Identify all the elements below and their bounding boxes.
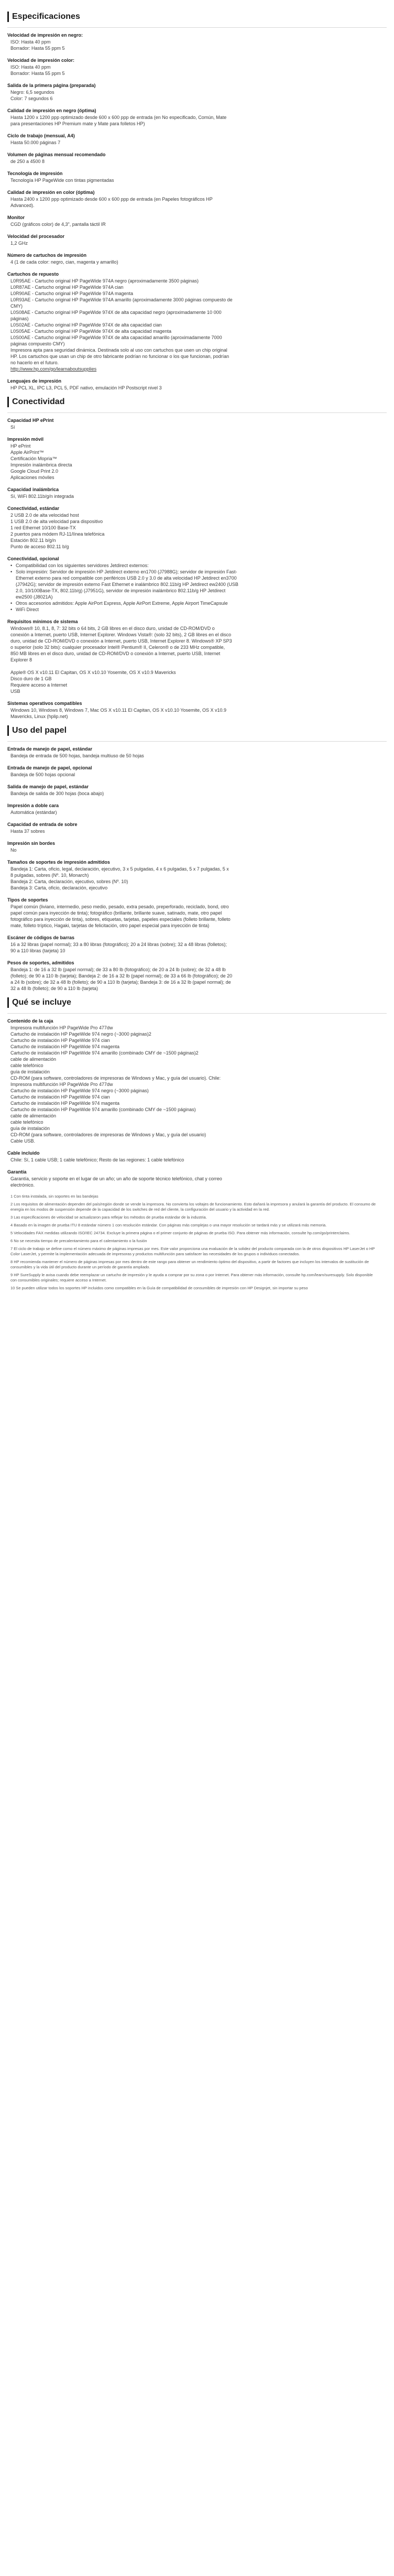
spec-value: cable telefónico bbox=[10, 1119, 43, 1125]
spec-label: Tamaños de soportes de impresión admitidos bbox=[7, 860, 110, 865]
section-header bbox=[7, 725, 387, 736]
footnote: 4 Basado en la imagen de prueba ITU 8 estándar número 1 con resolución estándar. Con páginas más complejas o una mayor resolución se tardará más y se utilizará más memoria. bbox=[10, 1223, 327, 1227]
spec-value: 2 puertos para módem RJ-11/línea telefónica bbox=[10, 531, 105, 537]
spec-value: Cable USB. bbox=[10, 1138, 36, 1144]
spec-item bbox=[7, 151, 387, 165]
spec-label: Monitor bbox=[7, 215, 25, 220]
spec-label: Salida de la primera página (preparada) bbox=[7, 83, 96, 88]
spec-item bbox=[7, 57, 387, 77]
spec-item bbox=[7, 505, 387, 550]
spec-value: Requiere acceso a Internet bbox=[10, 682, 68, 688]
spec-value: ISO: Hasta 40 ppm bbox=[10, 64, 51, 70]
spec-label: Salida de manejo de papel, estándar bbox=[7, 784, 89, 789]
section-accent-bar bbox=[7, 725, 9, 736]
spec-value: 1,2 GHz bbox=[10, 241, 28, 246]
spec-item bbox=[7, 897, 387, 929]
bullet-icon: • bbox=[10, 601, 13, 606]
spec-item bbox=[7, 784, 387, 797]
footnote: 9 HP SureSupply le avisa cuando debe reemplazar un cartucho de impresión y le ayuda a comprar por su zona o por Internet. Para obtener más información, consulte hp.com/learn/suresupply. Solo disponible con consumibles originales; requiere acceso a Internet. bbox=[10, 1273, 373, 1282]
spec-value: cable telefónico bbox=[10, 1063, 43, 1068]
spec-label: Velocidad de impresión en negro: bbox=[7, 32, 83, 38]
spec-value: L0R95AE - Cartucho original HP PageWide 974A negro (aproximadamente 3500 páginas) bbox=[10, 278, 199, 284]
spec-value: Google Cloud Print 2.0 bbox=[10, 469, 59, 474]
spec-value: Cartucho de instalación HP PageWide 974 amarillo (combinado CMY de ~1500 páginas)2 bbox=[10, 1050, 199, 1056]
footnote: 7 El ciclo de trabajo se define como el número máximo de páginas impresas por mes. Este valor proporciona una evaluación de la solidez del producto comparada con la de otros dispositivos HP LaserJet o HP Color LaserJet, y permite la implementación adecuada de impresoras y productos multifunción para satisfacer las necesidades de los grupos o individuos conectados. bbox=[10, 1246, 375, 1256]
spec-item bbox=[7, 746, 387, 759]
spec-label: Calidad de impresión en color (óptima) bbox=[7, 190, 95, 195]
spec-value: L0S00AE - Cartucho original HP PageWide 974X de alta capacidad amarillo (aproximadamente 7000 páginas compuesto CMY) bbox=[10, 335, 222, 346]
spec-value: Hasta 1200 x 1200 ppp optimizado desde 600 x 600 ppp de entrada (en No especificado, Común, Mate para presentaciones HP Premium mate y Mate para folletos HP) bbox=[10, 115, 227, 126]
spec-label: Pesos de soportes, admitidos bbox=[7, 960, 74, 965]
spec-value: Estación 802.11 b/g/n bbox=[10, 538, 56, 543]
spec-label: Capacidad HP ePrint bbox=[7, 418, 54, 423]
footnote: 10 Se pueden utilizar todos los soportes HP incluidos como compatibles en la Guía de compatibilidad de consumibles de impresión con HP Designjet, sin importar su peso bbox=[10, 1286, 308, 1290]
spec-value: Chile: Sí, 1 cable USB; 1 cable telefónico; Resto de las regiones: 1 cable telefónico bbox=[10, 1157, 184, 1162]
spec-item bbox=[7, 378, 387, 391]
supplies-link[interactable]: http://www.hp.com/go/learnaboutsupplies bbox=[10, 366, 97, 372]
spec-value: 2 USB 2.0 de alta velocidad host bbox=[10, 513, 79, 518]
section-title: Conectividad bbox=[12, 397, 65, 406]
spec-label: Sistemas operativos compatibles bbox=[7, 701, 82, 706]
spec-value: L0S05AE - Cartucho original HP PageWide 974X de alta capacidad magenta bbox=[10, 329, 172, 334]
spec-label: Lenguajes de impresión bbox=[7, 378, 62, 384]
spec-value: Hasta 50.000 páginas 7 bbox=[10, 140, 61, 145]
spec-item bbox=[7, 859, 387, 891]
spec-item bbox=[7, 214, 387, 227]
spec-value: USB bbox=[10, 689, 20, 694]
section-title: Qué se incluye bbox=[12, 998, 71, 1007]
spec-label: Impresión sin bordes bbox=[7, 841, 56, 846]
spec-value: CD-ROM (para software, controladores de impresoras de Windows y Mac, y guía del usuario). Chile: Impresora multifunción HP PageWide Pro 477dw bbox=[10, 1075, 221, 1087]
spec-value: Punto de acceso 802.11 b/g bbox=[10, 544, 69, 549]
spec-value: 1 USB 2.0 de alta velocidad para dispositivo bbox=[10, 519, 103, 524]
spec-value: Bandeja 1: de 16 a 32 lb (papel normal); de 33 a 80 lb (fotográfico); de 20 a 24 lb (sobre); de 32 a 48 lb (folleto); de 90 a 110 lb (tarjeta); Bandeja 2: de 16 a 32 lb (papel normal); de 33 a 66 lb (fotográfico); de 20 a 24 lb (sobre); de 32 a 48 lb (folleto); de 90 a 110 lb (tarjeta); Bandeja 3: de 16 a 32 lb (papel normal); de 32 a 48 lb (folleto); de 90 a 110 lb (tarjeta) bbox=[10, 967, 233, 991]
spec-value: 16 a 32 libras (papel normal); 33 a 80 libras (fotográfico); 20 a 24 libras (sobre); 32 a 48 libras (folletos); 90 a 110 libras (tarjeta) 10 bbox=[10, 942, 227, 953]
bullet-text: WiFi Direct bbox=[16, 607, 39, 612]
spec-item bbox=[7, 252, 387, 265]
bullet-item bbox=[7, 600, 387, 606]
bullet-icon: • bbox=[10, 569, 13, 574]
spec-label: Volumen de páginas mensual recomendado bbox=[7, 152, 106, 157]
spec-value: Impresora multifunción HP PageWide Pro 477dw bbox=[10, 1025, 113, 1030]
spec-value: Windows® 10, 8.1, 8, 7: 32 bits o 64 bits, 2 GB libres en el disco duro, unidad de CD-ROM/DVD o conexión a Internet, puerto USB, Internet Explorer. Windows Vista®: (solo 32 bits), 2 GB libres en el disco duro, unidad de CD-ROM/DVD o conexión a Internet, puerto USB, Internet Explorer 8. Windows® XP SP3 o superior (solo 32 bits): cualquier procesador Intel® Pentium® II, Celeron® o de 233 MHz compatible, 850 MB libres en el disco duro, unidad de CD-ROM/DVD o conexión a Internet, puerto USB, Internet Explorer 8 bbox=[10, 626, 232, 662]
spec-value: Cartucho de instalación HP PageWide 974 negro (~3000 páginas)2 bbox=[10, 1031, 151, 1037]
spec-label: Número de cartuchos de impresión bbox=[7, 253, 87, 258]
spec-item bbox=[7, 618, 387, 694]
spec-value: Tecnología HP PageWide con tintas pigmentadas bbox=[10, 178, 114, 183]
spec-value: Papel común (liviano, intermedio, peso medio, pesado, extra pesado, preperforado, reciclado, bond, otro papel común para inyección de tinta); fotográfico (brillante, brillante suave, satinado, mate, otro papel fotográfico para inyección de tinta), sobres, etiquetas, tarjetas, papeles especiales (folleto brillante, folleto mate, folleto tríptico, Hagaki, tarjetas de felicitación, otro papel especial para inyección de tinta) bbox=[10, 904, 231, 928]
spec-item bbox=[7, 1150, 387, 1163]
footnotes bbox=[7, 1194, 387, 1291]
spec-value: L0R90AE - Cartucho original HP PageWide 974A magenta bbox=[10, 291, 133, 296]
spec-item bbox=[7, 700, 387, 720]
spec-value: Color: 7 segundos 6 bbox=[10, 96, 53, 101]
spec-value: Certificación Mopria™ bbox=[10, 456, 57, 461]
spec-item bbox=[7, 802, 387, 816]
spec-value: cable de alimentación bbox=[10, 1113, 57, 1118]
spec-item bbox=[7, 436, 387, 481]
spec-item bbox=[7, 934, 387, 954]
spec-label: Tipos de soportes bbox=[7, 897, 48, 903]
spec-item bbox=[7, 133, 387, 146]
spec-item bbox=[7, 189, 387, 209]
section-divider bbox=[7, 1013, 387, 1014]
spec-value: Aplicaciones móviles bbox=[10, 475, 54, 480]
spec-value: Hasta 37 sobres bbox=[10, 829, 45, 834]
spec-value: Cartucho de instalación HP PageWide 974 negro (~3000 páginas) bbox=[10, 1088, 149, 1093]
footnote: 6 No se necesita tiempo de precalentamiento para el calentamiento o la fusión bbox=[10, 1238, 147, 1243]
bullet-item bbox=[7, 606, 387, 613]
bullet-icon: • bbox=[10, 563, 13, 568]
spec-value: cable de alimentación bbox=[10, 1057, 57, 1062]
spec-item bbox=[7, 765, 387, 778]
spec-item bbox=[7, 1018, 387, 1144]
spec-label: Calidad de impresión en negro (óptima) bbox=[7, 108, 96, 113]
bullet-text: Compatibilidad con los siguientes servidores Jetdirect externos: bbox=[16, 563, 149, 568]
section-header bbox=[7, 12, 387, 22]
spec-value: Impresora apta para seguridad dinámica. Destinada solo al uso con cartuchos que usen un chip original HP. Los cartuchos que usan un chip de otro fabricante podrían no funcionar o los que funcionan, podrían no hacerlo en el futuro. bbox=[10, 347, 229, 365]
section-header bbox=[7, 397, 387, 407]
bullet-icon: • bbox=[10, 607, 13, 612]
section-accent-bar bbox=[7, 12, 9, 22]
spec-value: L0S02AE - Cartucho original HP PageWide 974X de alta capacidad cian bbox=[10, 322, 162, 328]
spec-label: Contenido de la caja bbox=[7, 1018, 53, 1024]
spec-value: guía de instalación bbox=[10, 1069, 50, 1074]
footnote: 3 Las especificaciones de velocidad se actualizaron para reflejar los métodos de prueba estándar de la industria. bbox=[10, 1215, 207, 1220]
spec-item bbox=[7, 107, 387, 127]
spec-value: Hasta 2400 x 1200 ppp optimizado desde 600 x 600 ppp de entrada (en Papeles fotográficos HP Advanced). bbox=[10, 197, 213, 208]
spec-label: Impresión móvil bbox=[7, 437, 44, 442]
spec-value: L0R87AE - Cartucho original HP PageWide 974A cian bbox=[10, 285, 124, 290]
spec-value: Borrador: Hasta 55 ppm 5 bbox=[10, 46, 65, 51]
spec-value: Cartucho de instalación HP PageWide 974 cian bbox=[10, 1094, 110, 1100]
bullet-item bbox=[7, 562, 387, 569]
spec-label: Ciclo de trabajo (mensual, A4) bbox=[7, 133, 75, 138]
footnote: 2 Los requisitos de alimentación dependen del país/región donde se vende la impresora. No convierta los voltajes de funcionamiento. Esto dañará la impresora y anulará la garantía del producto. El consumo de energía en los modos de suspensión depende de la capacidad de los switches de red del cliente, la configuración del usuario y la actividad en la red. bbox=[10, 1202, 376, 1212]
spec-value: Garantía, servicio y soporte en el lugar de un año; un año de soporte técnico telefónico, chat y correo electrónico. bbox=[10, 1176, 222, 1188]
footnote: 8 HP recomienda mantener el número de páginas impresas por mes dentro de este rango para obtener un rendimiento óptimo del dispositivo, a partir de factores que incluyen los intervalos de sustitución de consumibles y la vida útil del producto durante un período de garantía ampliado. bbox=[10, 1259, 369, 1269]
spec-value bbox=[7, 663, 233, 669]
spec-item bbox=[7, 840, 387, 853]
spec-value: 1 red Ethernet 10/100 Base-TX bbox=[10, 525, 76, 530]
spec-value: No bbox=[10, 847, 17, 853]
spec-item bbox=[7, 821, 387, 834]
spec-value: Windows 10, Windows 8, Windows 7, Mac OS X v10.11 El Capitan, OS X v10.10 Yosemite, OS X v10.9 Mavericks, Linux (hplip.net) bbox=[10, 708, 227, 719]
spec-item bbox=[7, 486, 387, 499]
spec-label: Impresión a doble cara bbox=[7, 803, 59, 808]
spec-item bbox=[7, 556, 387, 613]
spec-value: de 250 a 4500 8 bbox=[10, 159, 45, 164]
spec-value: Cartucho de instalación HP PageWide 974 magenta bbox=[10, 1101, 119, 1106]
spec-value: Impresión inalámbrica directa bbox=[10, 462, 72, 468]
spec-value: Bandeja de salida de 300 hojas (boca abajo) bbox=[10, 791, 104, 796]
spec-label: Requisitos mínimos de sistema bbox=[7, 619, 78, 624]
spec-item bbox=[7, 170, 387, 183]
spec-value: Cartucho de instalación HP PageWide 974 cian bbox=[10, 1038, 110, 1043]
bullet-text: Solo impresión: Servidor de impresión HP Jetdirect externo en1700 (J7988G); servidor de impresión Fast-Ethernet externo para red compatible con periféricos USB 2.0 y 3.0 de alta velocidad HP Jetdirect en3700 (J7942G); servidor de impresión externo Fast Ethernet e inalámbrico 802.11b/g HP Jetdirect ew2400 (USB 2.0, 10/100Base-TX, 802.11b/g) (J7951G), servidor de impresión inalámbrico 802.11b/g HP Jetdirect ew2500 (J8021A) bbox=[16, 569, 238, 600]
spec-value: CGD (gráficos color) de 4,3", pantalla táctil IR bbox=[10, 222, 106, 227]
spec-value: Cartucho de instalación HP PageWide 974 amarillo (combinado CMY de ~1500 páginas) bbox=[10, 1107, 196, 1112]
spec-item bbox=[7, 417, 387, 430]
spec-label: Capacidad inalámbrica bbox=[7, 487, 59, 492]
section-divider bbox=[7, 741, 387, 742]
spec-item bbox=[7, 960, 387, 992]
spec-value: Bandeja 3: Carta, oficio, declaración, ejecutivo bbox=[10, 885, 108, 890]
spec-value: Apple AirPrint™ bbox=[10, 450, 44, 455]
footnote: 1 Con tinta instalada, sin soportes en las bandejas bbox=[10, 1194, 98, 1199]
spec-label: Conectividad, opcional bbox=[7, 556, 59, 561]
spec-value: HP PCL XL, IPC L3, PCL 5, PDF nativo, emulación HP Postscript nivel 3 bbox=[10, 385, 162, 390]
spec-value: Bandeja 1: Carta, oficio, legal, declaración, ejecutivo, 3 x 5 pulgadas, 4 x 6 pulgadas, 5 x 7 pulgadas, 5 x 8 pulgadas, sobres (Nº. 10, Monarch) bbox=[10, 866, 229, 878]
section-title: Especificaciones bbox=[12, 12, 80, 21]
spec-value: guía de instalación bbox=[10, 1126, 50, 1131]
spec-item bbox=[7, 233, 387, 246]
spec-label: Conectividad, estándar bbox=[7, 506, 60, 511]
section-accent-bar bbox=[7, 997, 9, 1008]
section-divider bbox=[7, 27, 387, 28]
spec-label: Entrada de manejo de papel, opcional bbox=[7, 765, 92, 770]
bullet-item bbox=[7, 569, 387, 600]
footnote: 5 Velocidades FAX medidas utilizando ISO/IEC 24734. Excluye la primera página o el primer conjunto de páginas de prueba ISO. Para obtener más información, consulte hp.com/go/printerclaims. bbox=[10, 1231, 351, 1235]
section-title: Uso del papel bbox=[12, 726, 67, 735]
spec-label: Entrada de manejo de papel, estándar bbox=[7, 746, 93, 752]
spec-value: Bandeja de entrada de 500 hojas, bandeja multiuso de 50 hojas bbox=[10, 753, 144, 758]
spec-item bbox=[7, 1169, 387, 1188]
spec-item bbox=[7, 82, 387, 102]
spec-item bbox=[7, 32, 387, 51]
spec-label: Velocidad de impresión color: bbox=[7, 58, 75, 63]
spec-value: HP ePrint bbox=[10, 443, 31, 449]
section-header bbox=[7, 997, 387, 1008]
spec-label: Garantía bbox=[7, 1169, 27, 1175]
spec-value: Sí, WiFi 802.11b/g/n integrada bbox=[10, 494, 74, 499]
spec-value: L0R93AE - Cartucho original HP PageWide 974A amarillo (aproximadamente 3000 páginas compuesto de CMY) bbox=[10, 297, 233, 309]
spec-value: Negro: 6,5 segundos bbox=[10, 90, 54, 95]
section-accent-bar bbox=[7, 397, 9, 407]
spec-value: ISO: Hasta 40 ppm bbox=[10, 39, 51, 45]
spec-label: Escáner de códigos de barras bbox=[7, 935, 75, 940]
spec-value: Automática (estándar) bbox=[10, 810, 57, 815]
spec-value: Bandeja 2: Carta, declaración, ejecutivo, sobres (Nº. 10) bbox=[10, 879, 128, 884]
spec-value: Apple® OS X v10.11 El Capitan, OS X v10.10 Yosemite, OS X v10.9 Mavericks bbox=[10, 670, 176, 675]
spec-value: CD-ROM (para software, controladores de impresoras de Windows y Mac, y guía del usuario) bbox=[10, 1132, 206, 1137]
spec-label: Cable incluido bbox=[7, 1150, 40, 1156]
spec-item bbox=[7, 271, 387, 372]
spec-value: Cartucho de instalación HP PageWide 974 magenta bbox=[10, 1044, 119, 1049]
spec-value: L0S08AE - Cartucho original HP PageWide 974X de alta capacidad negro (aproximadamente 10 000 páginas) bbox=[10, 310, 222, 321]
section-divider bbox=[7, 412, 387, 413]
spec-label: Capacidad de entrada de sobre bbox=[7, 822, 78, 827]
spec-value: 4 (1 de cada color: negro, cian, magenta y amarillo) bbox=[10, 259, 118, 265]
spec-value: Disco duro de 1 GB bbox=[10, 676, 52, 681]
spec-value: Sí bbox=[10, 425, 15, 430]
spec-value: Bandeja de 500 hojas opcional bbox=[10, 772, 75, 777]
bullet-text: Otros accesorios admitidos: Apple AirPort Express, Apple AirPort Extreme, Apple Airport TimeCapsule bbox=[16, 601, 228, 606]
spec-label: Tecnología de impresión bbox=[7, 171, 63, 176]
spec-label: Velocidad del procesador bbox=[7, 234, 65, 239]
spec-value: Borrador: Hasta 55 ppm 5 bbox=[10, 71, 65, 76]
spec-label: Cartuchos de repuesto bbox=[7, 271, 59, 277]
